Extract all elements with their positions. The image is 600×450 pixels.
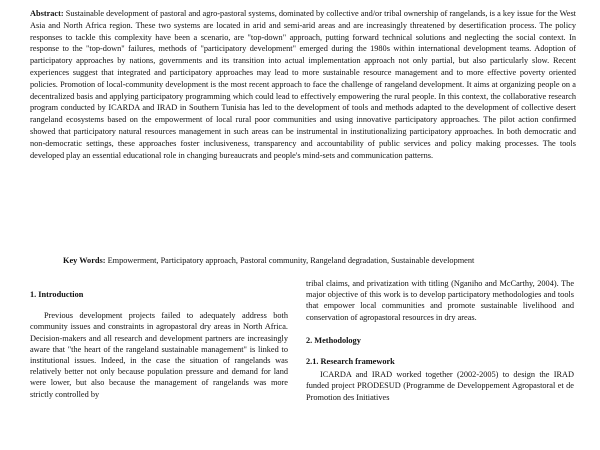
research-framework-paragraph: ICARDA and IRAD worked together (2002-2005) to design the IRAD funded project PRODESUD (Programme de Developpement Agropastoral et de Promotion des Initiatives — [306, 370, 574, 402]
abstract — [30, 8, 576, 161]
section-heading-introduction: 1. Introduction — [30, 290, 84, 299]
introduction-continuation: tribal claims, and privatization with titling (Nganiho and McCarthy, 2004). The major objective of this work is to develop participatory methodologies and tools that empower local communities and promote sustainable livelihood and conservation of agropastoral resources in dry areas. — [306, 279, 574, 322]
subsection-heading-research-framework: 2.1. Research framework — [306, 357, 395, 367]
keywords-text: Empowerment, Participatory approach, Pastoral community, Rangeland degradation, Sustainable development — [107, 256, 475, 265]
introduction-paragraph: Previous development projects failed to adequately address both community issues and constraints in agropastoral dry areas in North Africa. Decision-makers and all research and development partners are increasingly aware that "the heart of the rangeland sustainable management" is linked to institutional issues. Indeed, in the case the situation of rangelands was relatively better not only because population pressure and demand for land were lower, but also because the management of rangelands was more strictly controlled by — [30, 311, 288, 399]
section-heading-methodology: 2. Methodology — [306, 335, 361, 345]
abstract-label: Abstract: — [30, 9, 64, 18]
right-column — [306, 278, 574, 403]
left-column — [30, 289, 288, 400]
abstract-text: Sustainable development of pastoral and agro-pastoral systems, dominated by collective and/or tribal ownership of rangelands, is a key issue for the West Asia and North Africa region. These two systems are located in arid and semi-arid areas and are increasingly threatened by desertification process. The policy responses to tackle this complexity have been a scenario, are "top-down" approach, putting forward technical solutions and neglecting the social context. In response to the "top-down" failures, methods of "participatory development" emerged during the 1980s within international development teams. Adoption of participatory approaches by nations, governments and its transition into actual implementation approach not only partial, but also particularly slow. Recent experiences suggest that integrated and participatory approaches may lead to more sustainable resource management and to more effective poverty oriented policies. Promotion of local-community development is the most recent approach to face the challenge of rangeland development. It aims at organizing people on a decentralized basis and applying participatory programming which could lead to effectively empowering the rural people. In this context, the collaborative research program conducted by ICARDA and IRAD in Southern Tunisia has led to the development of tools and methods adapted to the development of collective desert rangeland ecosystems based on the empowerment of local rural poor communities and using innovative participatory approaches. The pilot action confirmed showed that participatory natural resources management in such areas can be instrumental in institutionalizing participatory approaches. In both democratic and non-democratic settings, these approaches foster inclusiveness, transparency and accountability of public services and policy making processes. The tools developed play an essential educational role in changing bureaucrats and people's mind-sets and communication patterns. — [30, 9, 576, 160]
keywords-label: Key Words: — [63, 256, 106, 265]
keywords — [63, 255, 583, 266]
